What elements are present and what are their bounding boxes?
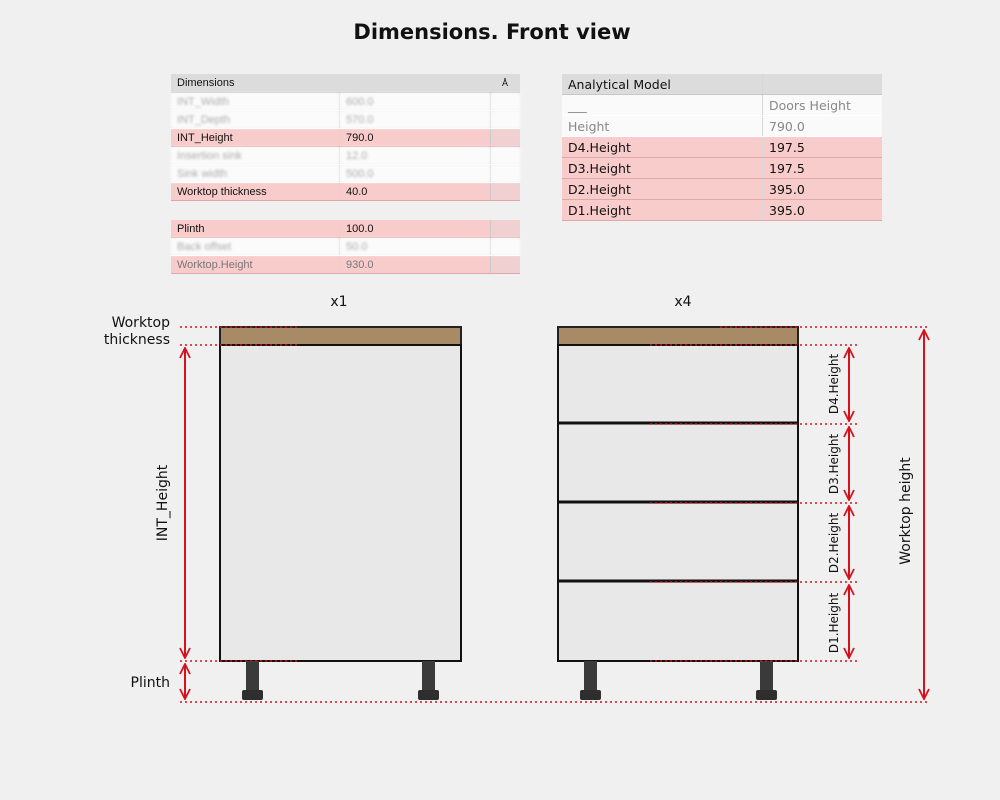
d2-height-label: D2.Height (827, 512, 841, 574)
property-name: Worktop thickness (171, 183, 340, 201)
property-value[interactable]: 395.0 (763, 179, 883, 200)
property-name: Back offset (171, 238, 340, 256)
cabinet-body-left (220, 345, 461, 661)
property-value[interactable]: 930.0 (340, 256, 491, 274)
worktop-height-label: Worktop height (898, 457, 914, 565)
property-value[interactable]: 12.0 (340, 147, 491, 165)
property-value[interactable]: 790.0 (340, 129, 491, 147)
worktop-right (558, 327, 798, 345)
collapse-chevron-icon[interactable]: Å (490, 74, 520, 93)
property-name: Insertion sink (171, 147, 340, 165)
property-value[interactable]: 197.5 (763, 137, 883, 158)
property-value[interactable]: 500.0 (340, 165, 491, 183)
analytical-subheader-name: ___ (562, 95, 763, 116)
worktop-thickness-label-line2: thickness (103, 332, 170, 348)
property-name: Height (562, 116, 763, 137)
property-name: INT_Depth (171, 111, 340, 129)
property-value[interactable]: 790.0 (763, 116, 883, 137)
property-value[interactable]: 197.5 (763, 158, 883, 179)
plinth-label: Plinth (130, 675, 170, 691)
property-value[interactable]: 395.0 (763, 200, 883, 221)
page-title: Dimensions. Front view (353, 20, 631, 44)
cabinet-leg (242, 661, 263, 700)
property-name: Plinth (171, 220, 340, 238)
worktop-thickness-label-line1: Worktop (111, 315, 170, 331)
analytical-subheader-value: Doors Height (763, 95, 883, 116)
property-name: D3.Height (562, 158, 763, 179)
property-name: INT_Width (171, 93, 340, 111)
property-value[interactable]: 100.0 (340, 220, 491, 238)
cabinet-single-door (220, 327, 461, 700)
property-name: Sink width (171, 165, 340, 183)
dimensions-header-label: Dimensions (171, 74, 490, 93)
d1-height-label: D1.Height (827, 592, 841, 654)
property-value[interactable]: 40.0 (340, 183, 491, 201)
cabinet-leg (580, 661, 601, 700)
quantity-label-x4: x4 (674, 294, 692, 310)
cabinet-leg (418, 661, 439, 700)
d3-height-label: D3.Height (827, 433, 841, 495)
property-name: D1.Height (562, 200, 763, 221)
property-name: INT_Height (171, 129, 340, 147)
property-name: Worktop.Height (171, 256, 340, 274)
d4-height-label: D4.Height (827, 353, 841, 415)
cabinet-leg (756, 661, 777, 700)
int-height-label: INT_Height (155, 464, 171, 542)
property-name: D2.Height (562, 179, 763, 200)
property-value[interactable]: 570.0 (340, 111, 491, 129)
worktop-left (220, 327, 461, 345)
property-value[interactable]: 600.0 (340, 93, 491, 111)
cabinet-four-drawers (558, 327, 798, 700)
analytical-header-label: Analytical Model (562, 74, 763, 95)
property-value[interactable]: 50.0 (340, 238, 491, 256)
quantity-label-x1: x1 (330, 294, 348, 310)
property-name: D4.Height (562, 137, 763, 158)
